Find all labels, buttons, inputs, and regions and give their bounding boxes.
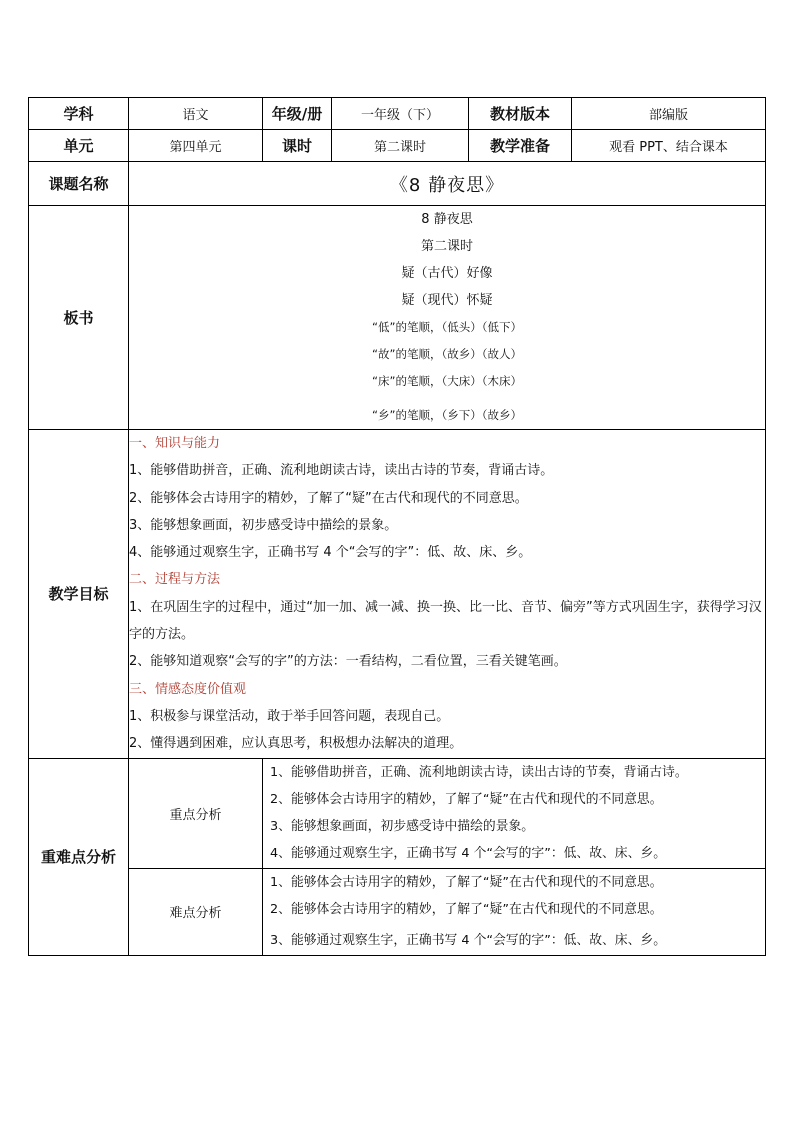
row-board <box>29 206 766 430</box>
board-content <box>129 206 766 430</box>
period-value: 第二课时 <box>332 130 469 162</box>
row-lesson <box>29 162 766 206</box>
edition-label: 教材版本 <box>469 98 572 130</box>
difficult-point-item: 3、能够通过观察生字，正确书写 4 个“会写的字”：低、故、床、乡。 <box>270 933 666 949</box>
board-stroke-line: “低”的笔顺，（低头）（低下） <box>372 320 522 334</box>
board-label: 板书 <box>29 206 129 430</box>
objective-item: 2、能够体会古诗用字的精妙，了解了“疑”在古代和现代的不同意思。 <box>129 490 528 506</box>
key-point-item: 2、能够体会古诗用字的精妙，了解了“疑”在古代和现代的不同意思。 <box>270 791 663 807</box>
row-subject <box>29 98 766 130</box>
objective-section-heading: 二、过程与方法 <box>129 572 221 588</box>
lesson-label: 课题名称 <box>29 162 129 206</box>
subject-label: 学科 <box>29 98 129 130</box>
difficult-analysis-content <box>263 868 766 955</box>
objectives-content <box>129 430 766 759</box>
key-analysis-content <box>263 758 766 868</box>
objective-section-heading: 一、知识与能力 <box>129 436 221 451</box>
edition-value: 部编版 <box>572 98 766 130</box>
board-line: 8 静夜思 <box>421 212 473 227</box>
objectives-label: 教学目标 <box>29 430 129 759</box>
period-label: 课时 <box>263 130 332 162</box>
row-difficult-points <box>29 868 766 955</box>
grade-label: 年级/册 <box>263 98 332 130</box>
lesson-title: 《8 静夜思》 <box>129 162 766 206</box>
key-analysis-label: 重点分析 <box>129 758 263 868</box>
prep-value: 观看 PPT、结合课本 <box>572 130 766 162</box>
row-objectives <box>29 430 766 759</box>
board-line: 疑（现代）怀疑 <box>401 293 493 308</box>
difficult-point-item: 2、能够体会古诗用字的精妙，了解了“疑”在古代和现代的不同意思。 <box>270 902 663 918</box>
row-unit <box>29 130 766 162</box>
key-point-item: 3、能够想象画面，初步感受诗中描绘的景象。 <box>270 819 535 835</box>
objective-item: 2、能够知道观察“会写的字”的方法：一看结构，二看位置，三看关键笔画。 <box>129 654 567 670</box>
difficult-analysis-label: 难点分析 <box>129 868 263 955</box>
prep-label: 教学准备 <box>469 130 572 162</box>
unit-value: 第四单元 <box>129 130 263 162</box>
row-key-points <box>29 758 766 868</box>
objective-item: 1、在巩固生字的过程中，通过“加一加、减一减、换一换、比一比、音节、偏旁”等方式巩固生字，获得学习汉字的方法。 <box>129 599 762 643</box>
objective-item: 2、懂得遇到困难，应认真思考，积极想办法解决的道理。 <box>129 736 463 752</box>
board-stroke-line: “故”的笔顺，（故乡）（故人） <box>372 347 522 361</box>
objective-item: 1、积极参与课堂活动，敢于举手回答问题，表现自己。 <box>129 708 450 724</box>
key-point-item: 1、能够借助拼音，正确、流利地朗读古诗，读出古诗的节奏，背诵古诗。 <box>270 764 688 780</box>
key-point-item: 4、能够通过观察生字，正确书写 4 个“会写的字”：低、故、床、乡。 <box>270 846 666 862</box>
objective-item: 4、能够通过观察生字，正确书写 4 个“会写的字”：低、故、床、乡。 <box>129 545 532 561</box>
objective-item: 3、能够想象画面，初步感受诗中描绘的景象。 <box>129 517 398 533</box>
grade-value: 一年级（下） <box>332 98 469 130</box>
unit-label: 单元 <box>29 130 129 162</box>
objective-item: 1、能够借助拼音，正确、流利地朗读古诗，读出古诗的节奏，背诵古诗。 <box>129 463 554 479</box>
objective-section-heading: 三、情感态度价值观 <box>129 681 247 697</box>
lesson-plan-table <box>28 97 766 956</box>
subject-value: 语文 <box>129 98 263 130</box>
board-line: 第二课时 <box>420 239 473 254</box>
board-stroke-line: “床”的笔顺，（大床）（木床） <box>372 374 522 388</box>
board-line: 疑（古代）好像 <box>401 266 493 281</box>
analysis-label: 重难点分析 <box>29 758 129 955</box>
difficult-point-item: 1、能够体会古诗用字的精妙，了解了“疑”在古代和现代的不同意思。 <box>270 874 663 890</box>
board-stroke-line: “乡”的笔顺，（乡下）（故乡） <box>372 408 522 422</box>
